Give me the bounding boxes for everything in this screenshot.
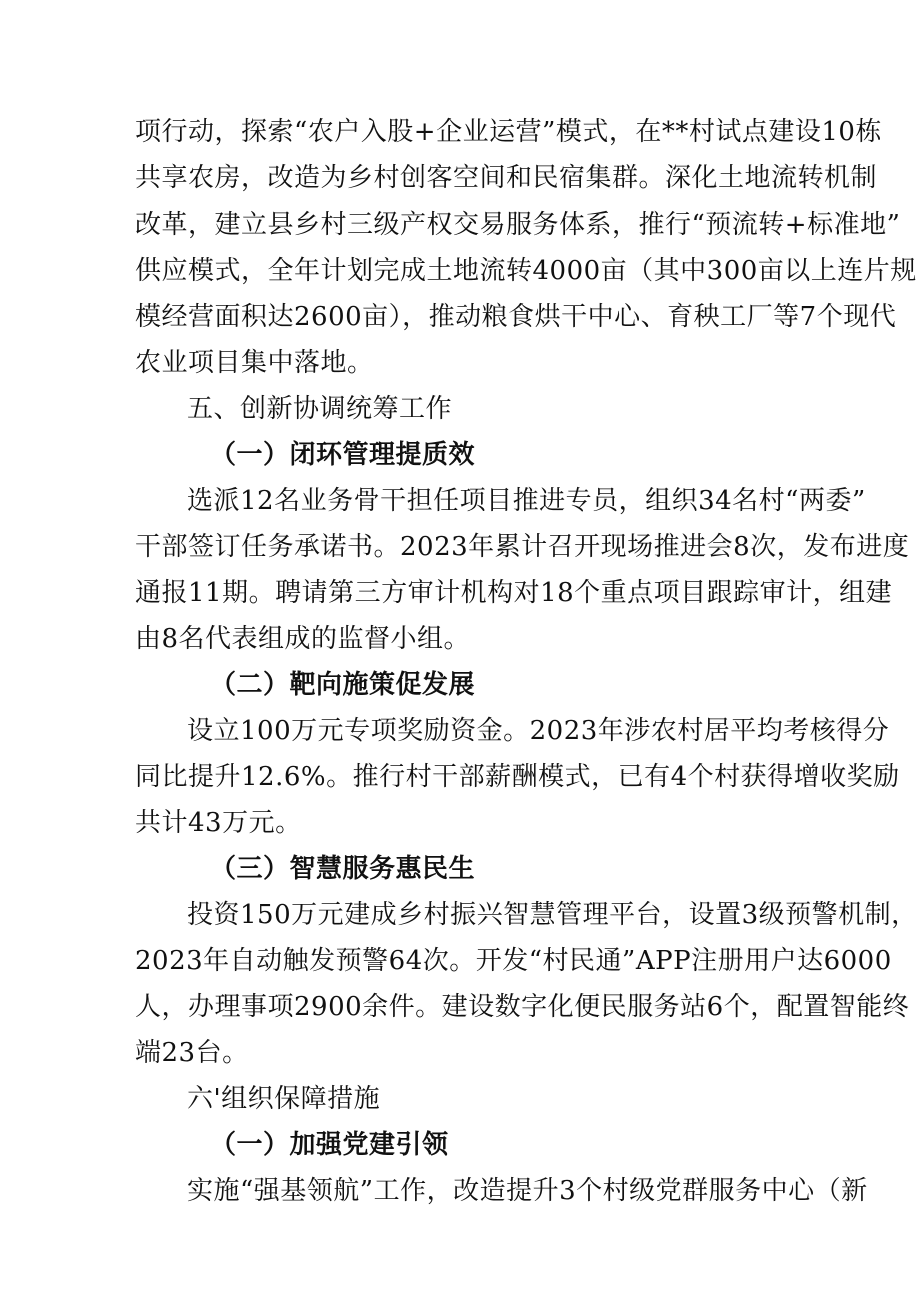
- paragraph-line: 实施“强基领航”工作，改造提升3个村级党群服务中心（新: [187, 1176, 868, 1206]
- paragraph-line: 改革，建立县乡村三级产权交易服务体系，推行“预流转+标准地”: [135, 210, 901, 240]
- paragraph-line: 农业项目集中落地。: [135, 348, 374, 378]
- paragraph-line: 通报11期。聘请第三方审计机构对18个重点项目跟踪审计，组建: [135, 578, 893, 608]
- paragraph-line: 干部签订任务承诺书。2023年累计召开现场推进会8次，发布进度: [135, 532, 910, 562]
- section-heading: 五、创新协调统筹工作: [187, 394, 453, 424]
- paragraph-line: 共计43万元。: [135, 808, 302, 838]
- paragraph-line: 模经营面积达2600亩），推动粮食烘干中心、育秧工厂等7个现代: [135, 302, 897, 332]
- subsection-heading: （二）靶向施策促发展: [210, 670, 476, 700]
- paragraph-line: 投资150万元建成乡村振兴智慧管理平台，设置3级预警机制，: [187, 900, 918, 930]
- subsection-heading: （一）闭环管理提质效: [210, 440, 476, 470]
- paragraph-line: 人，办理事项2900余件。建设数字化便民服务站6个，配置智能终: [135, 992, 910, 1022]
- paragraph-line: 设立100万元专项奖励资金。2023年涉农村居平均考核得分: [187, 716, 890, 746]
- paragraph-line: 由8名代表组成的监督小组。: [135, 624, 471, 654]
- paragraph-line: 端23台。: [135, 1038, 249, 1068]
- paragraph-line: 项行动，探索“农户入股+企业运营”模式，在**村试点建设10栋: [135, 117, 882, 147]
- paragraph-line: 选派12名业务骨干担任项目推进专员，组织34名村“两委”: [187, 486, 866, 516]
- section-heading: 六'组织保障措施: [187, 1084, 381, 1114]
- paragraph-line: 同比提升12.6%。推行村干部薪酬模式，已有4个村获得增收奖励: [135, 762, 900, 792]
- paragraph-line: 2023年自动触发预警64次。开发“村民通”APP注册用户达6000: [135, 946, 892, 976]
- paragraph-line: 共享农房，改造为乡村创客空间和民宿集群。深化土地流转机制: [135, 163, 878, 193]
- subsection-heading: （三）智慧服务惠民生: [210, 854, 476, 884]
- subsection-heading: （一）加强党建引领: [210, 1130, 449, 1160]
- paragraph-line: 供应模式，全年计划完成土地流转4000亩（其中300亩以上连片规: [135, 256, 917, 286]
